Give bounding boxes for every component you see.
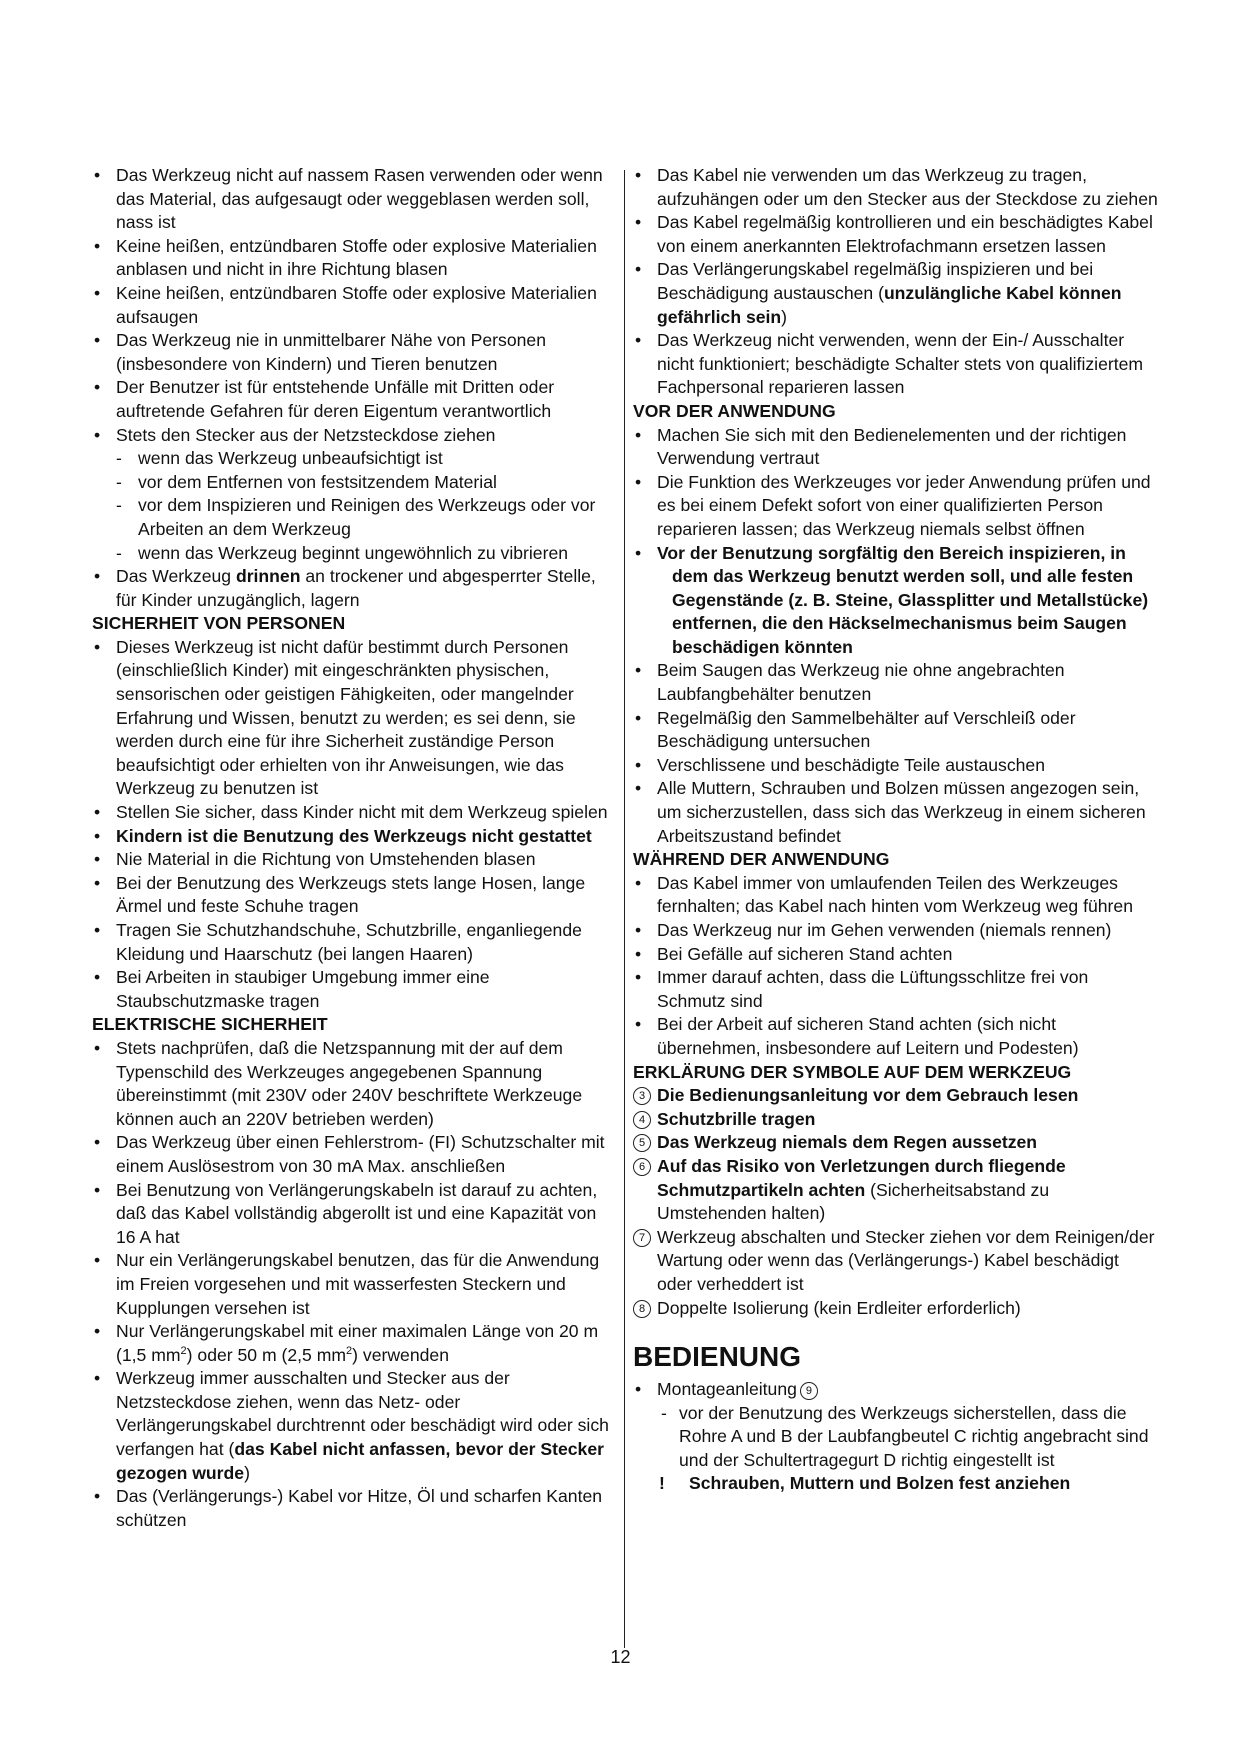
circled-number-icon: 4 (633, 1111, 651, 1129)
section-heading: VOR DER ANWENDUNG (633, 400, 836, 421)
text: ) verwenden (352, 1344, 449, 1365)
list-item: • Immer darauf achten, dass die Lüftungsschlitze frei von Schmutz sind (633, 966, 1159, 1013)
list-item: • Das Kabel nie verwenden um das Werkzeug zu tragen, aufzuhängen oder um den Stecker aus der Steckdose zu ziehen (633, 164, 1159, 211)
list-item: • Keine heißen, entzündbaren Stoffe oder explosive Materialien anblasen und nicht in ihre Richtung blasen (92, 235, 616, 282)
text: Werkzeug abschalten und Stecker ziehen vor dem Reinigen/der Wartung oder wenn das (Verlängerungs-) Kabel beschädigt oder verheddert ist (657, 1226, 1155, 1294)
emphasis-text: das Kabel nicht anfassen, bevor der Stecker gezogen wurde (116, 1439, 604, 1483)
right-column (633, 164, 1159, 1496)
list-item-bold (633, 542, 1159, 660)
sub-list-item: - vor dem Entfernen von festsitzendem Material (92, 471, 616, 495)
emphasis-text: drinnen (235, 566, 301, 587)
list-item: • Das Werkzeug nie in unmittelbarer Nähe von Personen (insbesondere von Kindern) und Tieren benutzen (92, 329, 616, 376)
exclamation-icon: ! (659, 1473, 665, 1494)
symbol-item (633, 1226, 1159, 1297)
chapter-heading: BEDIENUNG (633, 1341, 802, 1373)
sub-list-item: - vor dem Inspizieren und Reinigen des Werkzeugs oder vor Arbeiten an dem Werkzeug (92, 494, 616, 541)
emphasis-text: unzulängliche Kabel können gefährlich sein (657, 282, 1122, 327)
list-item: • Verschlissene und beschädigte Teile austauschen (633, 754, 1159, 778)
text: an trockener und abgesperrter Stelle, für Kinder unzugänglich, lagern (116, 566, 596, 610)
list-item: • Der Benutzer ist für entstehende Unfälle mit Dritten oder auftretende Gefahren für deren Eigentum verantwortlich (92, 376, 616, 423)
text: ) oder 50 m (2,5 mm (186, 1344, 347, 1365)
circled-number-icon: 8 (633, 1300, 651, 1318)
list-item (92, 1320, 616, 1367)
list-item (92, 1367, 616, 1485)
text: Schutzbrille tragen (657, 1108, 816, 1129)
list-item (633, 1378, 1159, 1402)
list-item: • Die Funktion des Werkzeuges vor jeder Anwendung prüfen und es bei einem Defekt sofort von einer qualifizierten Person reparieren lassen; das Werkzeug niemals selbst öffnen (633, 471, 1159, 542)
sub-list-item: - wenn das Werkzeug beginnt ungewöhnlich zu vibrieren (92, 542, 616, 566)
symbol-item (633, 1084, 1159, 1108)
text: Die Bedienungsanleitung vor dem Gebrauch lesen (657, 1085, 1079, 1106)
section-heading: WÄHREND DER ANWENDUNG (633, 849, 890, 870)
text: Montageanleitung (657, 1379, 797, 1400)
superscript: 2 (346, 1344, 353, 1357)
list-item: • Beim Saugen das Werkzeug nie ohne angebrachten Laubfangbehälter benutzen (633, 659, 1159, 706)
list-item: • Bei der Benutzung des Werkzeugs stets lange Hosen, lange Ärmel und feste Schuhe tragen (92, 872, 616, 919)
section-heading: SICHERHEIT VON PERSONEN (92, 613, 346, 634)
circled-number-icon: 6 (633, 1158, 651, 1176)
text: Werkzeug immer ausschalten und Stecker aus der Netzsteckdose ziehen, wenn das Netz- oder Verlängerungskabel durchtrennt oder beschädigt wird oder sich verfangen hat ( (116, 1368, 609, 1460)
section-heading: ELEKTRISCHE SICHERHEIT (92, 1014, 328, 1035)
text: Das Verlängerungskabel regelmäßig inspizieren und bei Beschädigung austauschen ( (657, 259, 1094, 303)
list-item: • Nie Material in die Richtung von Umstehenden blasen (92, 848, 616, 872)
list-item: • Stellen Sie sicher, dass Kinder nicht mit dem Werkzeug spielen (92, 801, 616, 825)
circled-number-icon: 9 (800, 1382, 818, 1400)
list-item: • Regelmäßig den Sammelbehälter auf Verschleiß oder Beschädigung untersuchen (633, 707, 1159, 754)
text: Das Werkzeug niemals dem Regen aussetzen (657, 1132, 1038, 1153)
list-item: • Stets nachprüfen, daß die Netzspannung mit der auf dem Typenschild des Werkzeuges angegebenen Spannung übereinstimmt (mit 230V oder 240V beschriftete Werkzeuge können auch an 220V betrieben werden) (92, 1037, 616, 1131)
circled-number-icon: 7 (633, 1229, 651, 1247)
list-item: • Das Werkzeug nicht verwenden, wenn der Ein-/ Ausschalter nicht funktioniert; beschädigte Schalter stets von qualifiziertem Fachpersonal reparieren lassen (633, 329, 1159, 400)
list-item: • Keine heißen, entzündbaren Stoffe oder explosive Materialien aufsaugen (92, 282, 616, 329)
text: (Sicherheitsabstand zu Umstehenden halten) (657, 1179, 1050, 1224)
list-item: • Tragen Sie Schutzhandschuhe, Schutzbrille, enganliegende Kleidung und Haarschutz (bei langen Haaren) (92, 919, 616, 966)
warning-item (633, 1472, 1159, 1496)
sub-list-item: - vor der Benutzung des Werkzeugs sicherstellen, dass die Rohre A und B der Laubfangbeutel C richtig angebracht sind und der Schultertragegurt D richtig eingestellt ist (633, 1402, 1159, 1473)
list-item (92, 565, 616, 612)
circled-number-icon: 3 (633, 1087, 651, 1105)
list-item: • Bei Benutzung von Verlängerungskabeln ist darauf zu achten, daß das Kabel vollständig abgerollt ist und eine Kapazität von 16 A hat (92, 1179, 616, 1250)
text: Vor der Benutzung sorgfältig den Bereich inspizieren, in dem das Werkzeug benutzt werden soll, und alle festen Gegenstände (z. B. Steine, Glassplitter und Metallstücke) entfernen, die den Häckselmechanismus beim Saugen beschädigen könnten (657, 542, 1149, 657)
section-heading: ERKLÄRUNG DER SYMBOLE AUF DEM WERKZEUG (633, 1061, 1072, 1082)
sub-list-item: - wenn das Werkzeug unbeaufsichtigt ist (92, 447, 616, 471)
text: Das Werkzeug (116, 566, 236, 587)
list-item: • Das Kabel regelmäßig kontrollieren und ein beschädigtes Kabel von einem anerkannten Elektrofachmann ersetzen lassen (633, 211, 1159, 258)
text: ) (244, 1462, 250, 1483)
left-column (92, 164, 616, 1532)
list-item: • Bei Gefälle auf sicheren Stand achten (633, 943, 1159, 967)
symbol-item (633, 1297, 1159, 1321)
symbol-item (633, 1131, 1159, 1155)
list-item-bold (92, 825, 616, 849)
circled-number-icon: 5 (633, 1134, 651, 1152)
list-item (633, 258, 1159, 329)
emphasis-text: Auf das Risiko von Verletzungen durch fliegende Schmutzpartikeln achten (657, 1155, 1066, 1200)
text: Nur Verlängerungskabel mit einer maximalen Länge von 20 m (1,5 mm (116, 1321, 599, 1365)
superscript: 2 (180, 1344, 187, 1357)
symbol-item (633, 1108, 1159, 1132)
text: Doppelte Isolierung (kein Erdleiter erforderlich) (657, 1297, 1021, 1318)
list-item: • Dieses Werkzeug ist nicht dafür bestimmt durch Personen (einschließlich Kinder) mit eingeschränkten physischen, sensorischen oder geistigen Fähigkeiten, oder mangelnder Erfahrung und Wissen, benutzt zu werden; es sei denn, sie werden durch eine für ihre Sicherheit zuständige Person beaufsichtigt oder erhielten von ihr Anweisungen, wie das Werkzeug zu benutzen ist (92, 636, 616, 801)
list-item: • Stets den Stecker aus der Netzsteckdose ziehen (92, 424, 616, 448)
text: ) (781, 306, 788, 327)
list-item: • Das Kabel immer von umlaufenden Teilen des Werkzeuges fernhalten; das Kabel nach hinten vom Werkzeug weg führen (633, 872, 1159, 919)
list-item: • Das (Verlängerungs-) Kabel vor Hitze, Öl und scharfen Kanten schützen (92, 1485, 616, 1532)
symbol-item (633, 1155, 1159, 1226)
list-item: • Machen Sie sich mit den Bedienelementen und der richtigen Verwendung vertraut (633, 424, 1159, 471)
list-item: • Bei der Arbeit auf sicheren Stand achten (sich nicht übernehmen, insbesondere auf Leitern und Podesten) (633, 1013, 1159, 1060)
list-item: • Nur ein Verlängerungskabel benutzen, das für die Anwendung im Freien vorgesehen und mit wasserfesten Steckern und Kupplungen versehen ist (92, 1249, 616, 1320)
list-item: • Das Werkzeug nur im Gehen verwenden (niemals rennen) (633, 919, 1159, 943)
column-divider (624, 170, 625, 1648)
list-item: • Alle Muttern, Schrauben und Bolzen müssen angezogen sein, um sicherzustellen, dass sich das Werkzeug in einem sicheren Arbeitszustand befindet (633, 777, 1159, 848)
page-number: 12 (610, 1647, 631, 1667)
list-item: • Bei Arbeiten in staubiger Umgebung immer eine Staubschutzmaske tragen (92, 966, 616, 1013)
text: Kindern ist die Benutzung des Werkzeugs nicht gestattet (116, 825, 592, 846)
text: Schrauben, Muttern und Bolzen fest anziehen (689, 1473, 1071, 1494)
list-item: • Das Werkzeug nicht auf nassem Rasen verwenden oder wenn das Material, das aufgesaugt oder weggeblasen werden soll, nass ist (92, 164, 616, 235)
list-item: • Das Werkzeug über einen Fehlerstrom- (FI) Schutzschalter mit einem Auslösestrom von 30 mA Max. anschließen (92, 1131, 616, 1178)
